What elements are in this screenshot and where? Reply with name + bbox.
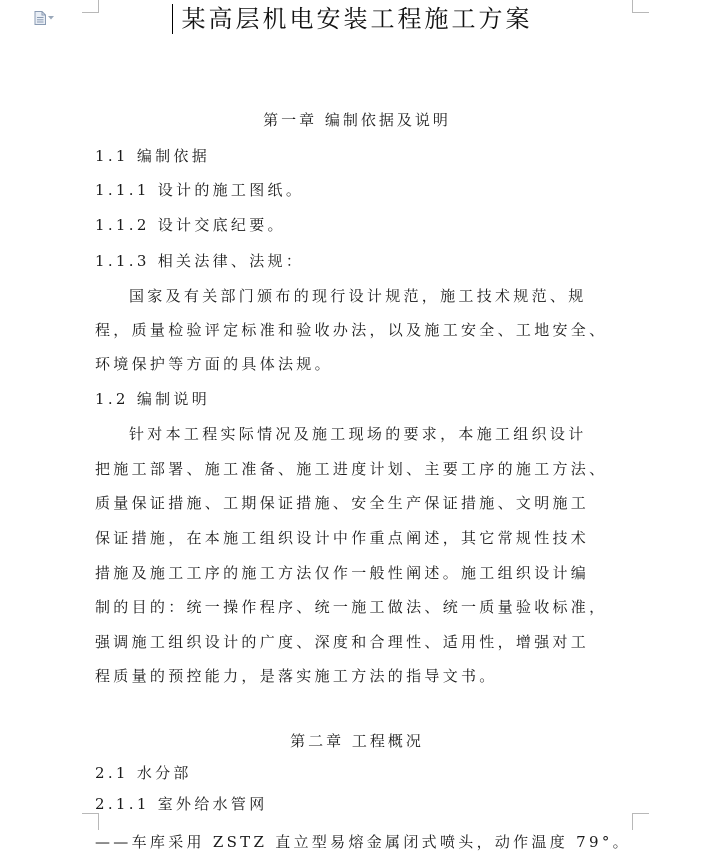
margin-corner-bottom-left: [82, 813, 99, 830]
paragraph-line[interactable]: 质量保证措施、工期保证措施、安全生产保证措施、文明施工: [95, 494, 590, 512]
paragraph-line[interactable]: 保证措施，在本施工组织设计中作重点阐述，其它常规性技术: [95, 529, 590, 547]
margin-corner-bottom-right: [632, 813, 649, 830]
chapter-2-heading[interactable]: 第二章 工程概况: [290, 732, 424, 750]
section-1-1-heading[interactable]: 1.1 编制依据: [95, 147, 211, 165]
paragraph-line[interactable]: 针对本工程实际情况及施工现场的要求，本施工组织设计: [129, 425, 587, 443]
paragraph-line[interactable]: 程质量的预控能力，是落实施工方法的指导文书。: [95, 667, 498, 685]
section-2-1-heading[interactable]: 2.1 水分部: [95, 764, 192, 782]
paragraph-line[interactable]: 强调施工组织设计的广度、深度和合理性、适用性，增强对工: [95, 633, 590, 651]
section-1-2-heading[interactable]: 1.2 编制说明: [95, 390, 211, 408]
chapter-1-heading[interactable]: 第一章 编制依据及说明: [263, 111, 451, 129]
paragraph-line[interactable]: 把施工部署、施工准备、施工进度计划、主要工序的施工方法、: [95, 460, 608, 478]
section-1-1-1[interactable]: 1.1.1 设计的施工图纸。: [95, 181, 305, 199]
paragraph-line[interactable]: ——车库采用 ZSTZ 直立型易熔金属闭式喷头，动作温度 79°。: [95, 833, 631, 851]
paragraph-line[interactable]: 环境保护等方面的具体法规。: [95, 355, 333, 373]
document-title[interactable]: 某高层机电安装工程施工方案: [181, 5, 533, 33]
section-2-1-1[interactable]: 2.1.1 室外给水管网: [95, 795, 268, 813]
section-1-1-2[interactable]: 1.1.2 设计交底纪要。: [95, 216, 286, 234]
paragraph-line[interactable]: 措施及施工工序的施工方法仅作一般性阐述。施工组织设计编: [95, 564, 590, 582]
paragraph-line[interactable]: 国家及有关部门颁布的现行设计规范，施工技术规范、规: [129, 287, 587, 305]
paragraph-line[interactable]: 制的目的：统一操作程序、统一施工做法、统一质量验收标准，: [95, 598, 608, 616]
section-1-1-3[interactable]: 1.1.3 相关法律、法规：: [95, 252, 305, 270]
text-cursor: [172, 4, 173, 34]
paragraph-line[interactable]: 程，质量检验评定标准和验收办法，以及施工安全、工地安全、: [95, 321, 608, 339]
